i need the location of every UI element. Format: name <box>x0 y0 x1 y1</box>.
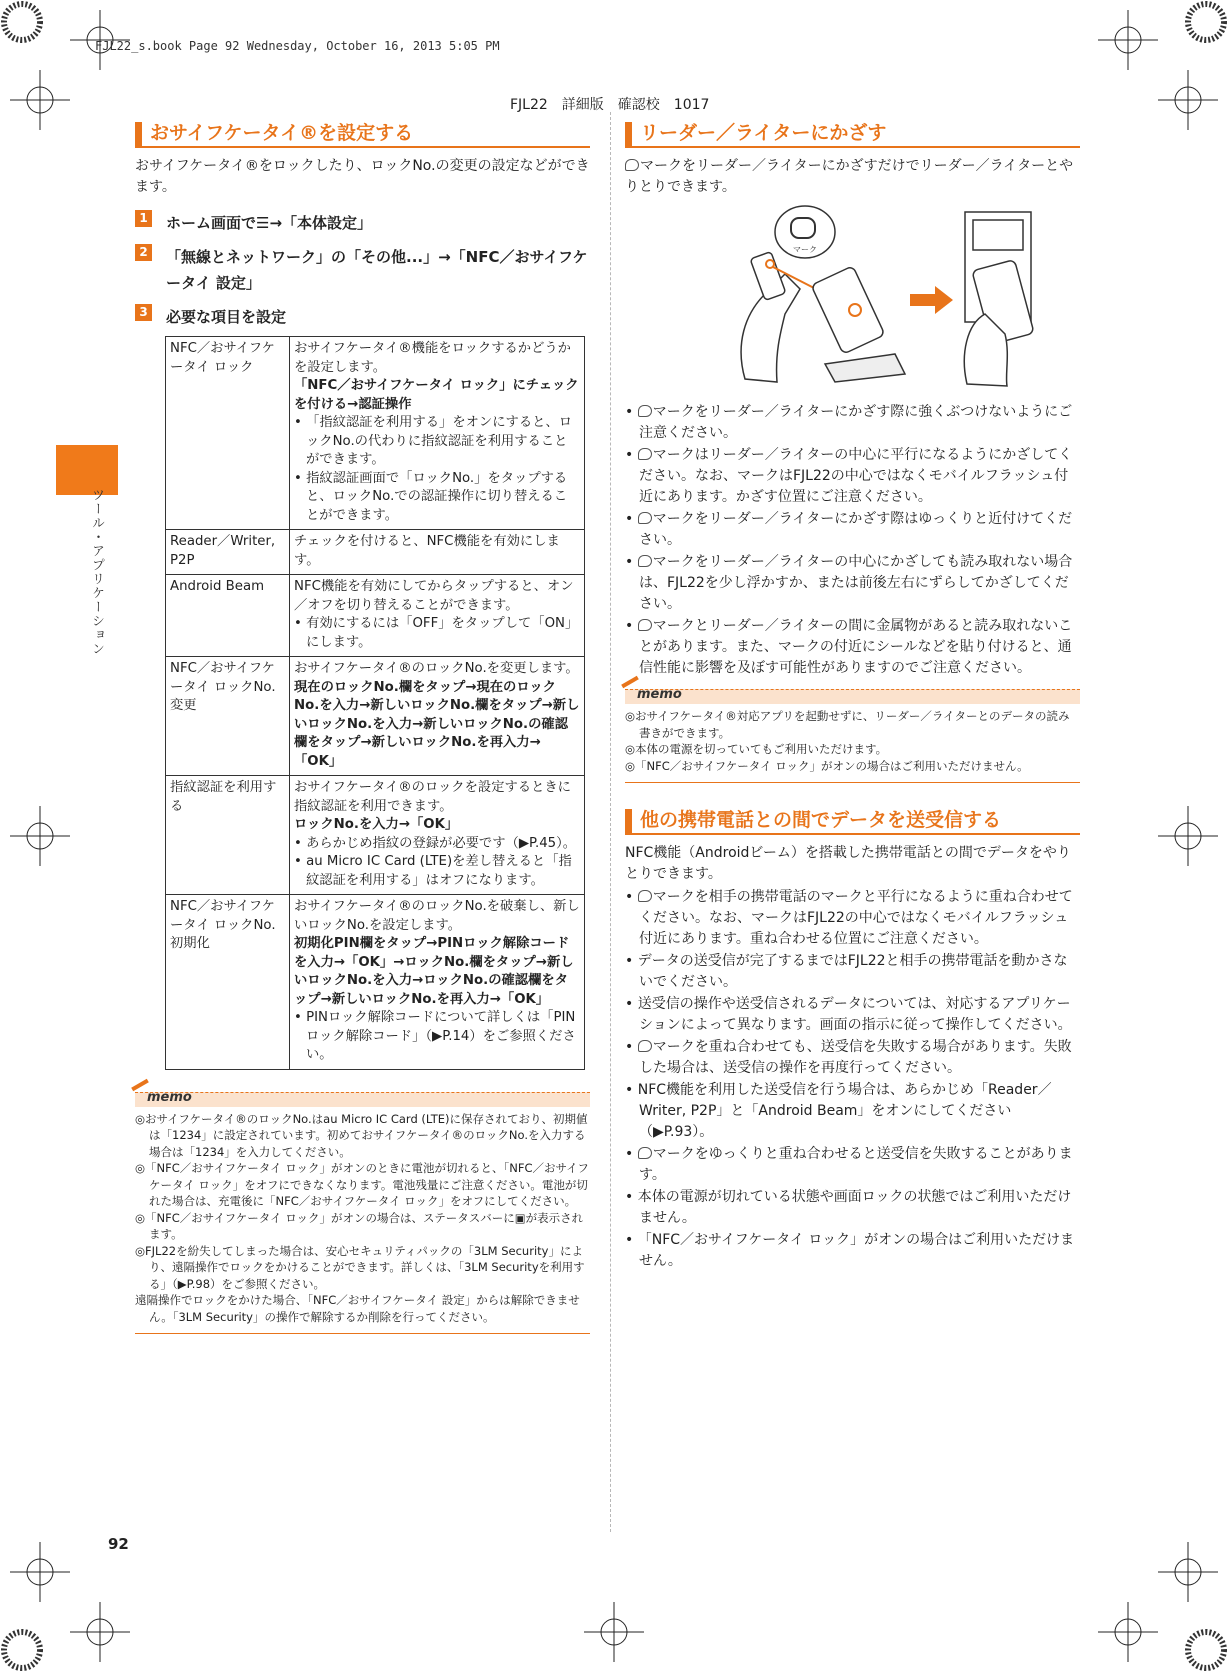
list-item-text: マークをリーダー／ライターの中心にかざしても読み取れない場合は、FJL22を少し浮かすか、または前後左右にずらしてかざしてください。 <box>639 554 1073 612</box>
section-title: おサイフケータイ®を設定する <box>135 122 590 148</box>
list-item: • 「NFC／おサイフケータイ ロック」がオンの場合はご利用いただけません。 <box>625 1232 1075 1269</box>
list-item-text: 送受信の操作や送受信されるデータについては、対応するアプリケーションによって異なります。画面の指示に従って操作してください。 <box>637 996 1072 1033</box>
table-row <box>166 575 585 657</box>
memo-item: ◎FJL22を紛失してしまった場合は、安心セキュリティパックの「3LM Security」により、遠隔操作でロックをかけることができます。詳しくは、「3LM Securityを利用する」（▶P.98）をご参照ください。 <box>135 1243 585 1291</box>
setting-note-text: あらかじめ指紋の登録が必要です（▶P.45）。 <box>306 835 577 851</box>
setting-note: • PINロック解除コードについて詳しくは「PINロック解除コード」（▶P.14）をご参照ください。 <box>294 1010 576 1062</box>
bullet-list <box>625 402 1080 679</box>
table-row <box>166 657 585 776</box>
list-item-text: NFC機能を利用した送受信を行う場合は、あらかじめ「Reader／Writer, P2P」と「Android Beam」をオンにしてください（▶P.93）。 <box>637 1082 1052 1140</box>
step-text: 必要な項目を設定 <box>166 308 287 326</box>
left-column <box>135 122 590 1334</box>
nfc-mark-icon <box>638 1147 652 1159</box>
settings-table <box>165 336 585 1070</box>
doc-header: FJL22 詳細版 確認校 1017 <box>510 97 710 113</box>
memo-label: memo <box>637 687 682 702</box>
setting-desc-text: チェックを付けると、NFC機能を有効にします。 <box>294 534 560 568</box>
setting-note: • au Micro IC Card (LTE)を差し替えると「指紋認証を利用する」はオフになります。 <box>294 854 572 888</box>
step-number: 2 <box>135 244 152 261</box>
list-item: • マークをリーダー／ライターの中心にかざしても読み取れない場合は、FJL22を少し浮かすか、または前後左右にずらしてかざしてください。 <box>625 554 1073 612</box>
list-item: • 送受信の操作や送受信されるデータについては、対応するアプリケーションによって異なります。画面の指示に従って操作してください。 <box>625 996 1072 1033</box>
list-item: • マークをリーダー／ライターにかざす際に強くぶつけないようにご注意ください。 <box>625 404 1073 441</box>
setting-description <box>290 657 585 776</box>
list-item: • マークをゆっくりと重ね合わせると送受信を失敗することがあります。 <box>625 1146 1073 1183</box>
memo-header <box>135 1089 590 1107</box>
memo-item: 遠隔操作でロックをかけた場合、「NFC／おサイフケータイ 設定」からは解除できません。「3LM Security」の操作で解除するか削除を行ってください。 <box>135 1293 580 1324</box>
list-item: • マークをリーダー／ライターにかざす際はゆっくりと近付けてください。 <box>625 511 1073 548</box>
table-row <box>166 530 585 575</box>
list-item-text: 本体の電源が切れている状態や画面ロックの状態ではご利用いただけません。 <box>637 1189 1072 1226</box>
step-item <box>135 244 590 296</box>
table-row <box>166 337 585 530</box>
list-item-text: マークはリーダー／ライターの中心に平行になるようにかざしてください。なお、マークはFJL22の中心ではなくモバイルフラッシュ付近にあります。かざす位置にご注意ください。 <box>639 447 1073 505</box>
list-item-text: マークをゆっくりと重ね合わせると送受信を失敗することがあります。 <box>639 1146 1073 1183</box>
memo-item: ◎おサイフケータイ®対応アプリを起動せずに、リーダー／ライターとのデータの読み書きができます。 <box>625 709 1070 740</box>
page-number: 92 <box>108 1535 129 1553</box>
memo-item: ◎「NFC／おサイフケータイ ロック」がオンの場合は、ステータスバーに▣が表示されます。 <box>135 1210 584 1241</box>
setting-desc-text: おサイフケータイ®のロックNo.を破棄し、新しいロックNo.を設定します。 <box>294 899 580 933</box>
nfc-mark-icon <box>638 405 652 417</box>
nfc-mark-icon <box>638 555 652 567</box>
nfc-mark-icon <box>638 448 652 460</box>
right-column <box>625 122 1080 1273</box>
list-item-text: マークとリーダー／ライターの間に金属物があると読み取れないことがあります。また、マークの付近にシールなどを貼り付けると、通信性能に影響を及ぼす可能性がありますのでご注意ください。 <box>639 618 1073 676</box>
setting-note-text: 有効にするには「OFF」をタップして「ON」にします。 <box>306 616 579 650</box>
setting-desc-text: おサイフケータイ®のロックを設定するときに指紋認証を利用できます。 <box>294 780 571 814</box>
setting-name: NFC／おサイフケータイ ロックNo.変更 <box>166 657 290 776</box>
list-item-text: マークを重ね合わせても、送受信を失敗する場合があります。失敗した場合は、送受信の操作を再度行ってください。 <box>639 1039 1072 1076</box>
setting-operation: 初期化PIN欄をタップ→PINロック解除コードを入力→「OK」→ロックNo.欄をタップ→新しいロックNo.を入力→ロックNo.の確認欄をタップ→新しいロックNo.を再入力→「OK」 <box>294 936 574 1007</box>
setting-note-text: 指紋認証画面で「ロックNo.」をタップすると、ロックNo.での認証操作に切り替えることができます。 <box>306 470 568 523</box>
list-item: • マークとリーダー／ライターの間に金属物があると読み取れないことがあります。また、マークの付近にシールなどを貼り付けると、通信性能に影響を及ぼす可能性がありますのでご注意ください。 <box>625 618 1073 676</box>
setting-desc-text: NFC機能を有効にしてからタップすると、オン／オフを切り替えることができます。 <box>294 579 574 613</box>
setting-description <box>290 895 585 1070</box>
table-row <box>166 895 585 1070</box>
mark-label: マーク <box>793 245 817 254</box>
list-item-text: データの送受信が完了するまではFJL22と相手の携帯電話を動かさないでください。 <box>637 953 1068 990</box>
setting-note: • 「指紋認証を利用する」をオンにすると、ロックNo.の代わりに指紋認証を利用することができます。 <box>294 415 573 467</box>
setting-name: NFC／おサイフケータイ ロックNo.初期化 <box>166 895 290 1070</box>
memo-item: ◎おサイフケータイ®のロックNo.はau Micro IC Card (LTE)に保存されており、初期値は「1234」に設定されています。初めておサイフケータイ®のロックNo.を入力する場合は「1234」を入力してください。 <box>135 1111 588 1159</box>
nfc-mark-icon <box>638 1040 652 1052</box>
memo-item: ◎「NFC／おサイフケータイ ロック」がオンの場合はご利用いただけません。 <box>625 758 1029 773</box>
step-text: 「無線とネットワーク」の「その他...」→「NFC／おサイフケータイ 設定」 <box>166 248 588 292</box>
step-number: 3 <box>135 304 152 321</box>
section-intro: NFC機能（Androidビーム）を搭載した携帯電話との間でデータをやりとりできます。 <box>625 845 1071 882</box>
setting-note-text: PINロック解除コードについて詳しくは「PINロック解除コード」（▶P.14）をご参照ください。 <box>306 1010 576 1062</box>
list-item: • NFC機能を利用した送受信を行う場合は、あらかじめ「Reader／Writer, P2P」と「Android Beam」をオンにしてください（▶P.93）。 <box>625 1082 1052 1140</box>
list-item: • 本体の電源が切れている状態や画面ロックの状態ではご利用いただけません。 <box>625 1189 1072 1226</box>
side-tab-label: ツール・アプリケーション <box>89 488 104 656</box>
setting-note-text: 「指紋認証を利用する」をオンにすると、ロックNo.の代わりに指紋認証を利用することができます。 <box>306 415 573 467</box>
step-item <box>135 304 590 330</box>
list-item-text: マークをリーダー／ライターにかざす際に強くぶつけないようにご注意ください。 <box>639 404 1073 441</box>
setting-description <box>290 776 585 895</box>
memo-item: ◎「NFC／おサイフケータイ ロック」がオンのときに電池が切れると、「NFC／おサイフケータイ ロック」をオフにできなくなります。電池残量にご注意ください。電池が切れた場合は、充電後に「NFC／おサイフケータイ ロック」をオフにしてください。 <box>135 1161 589 1208</box>
column-divider <box>610 112 611 1532</box>
setting-name: NFC／おサイフケータイ ロック <box>166 337 290 530</box>
setting-note: • 有効にするには「OFF」をタップして「ON」にします。 <box>294 616 579 650</box>
setting-description <box>290 575 585 657</box>
memo-box <box>625 689 1080 783</box>
section-title: 他の携帯電話との間でデータを送受信する <box>625 809 1080 835</box>
table-row <box>166 776 585 895</box>
setting-note: • 指紋認証画面で「ロックNo.」をタップすると、ロックNo.での認証操作に切り替えることができます。 <box>294 470 568 523</box>
setting-description <box>290 337 585 530</box>
memo-list <box>135 1107 590 1335</box>
section-intro: マークをリーダー／ライターにかざすだけでリーダー／ライターとやりとりできます。 <box>625 158 1074 195</box>
list-item-text: 「NFC／おサイフケータイ ロック」がオンの場合はご利用いただけません。 <box>637 1232 1075 1269</box>
print-header: FJL22_s.book Page 92 Wednesday, October 16, 2013 5:05 PM <box>95 39 500 53</box>
step-number: 1 <box>135 210 152 227</box>
list-item: • マークはリーダー／ライターの中心に平行になるようにかざしてください。なお、マークはFJL22の中心ではなくモバイルフラッシュ付近にあります。かざす位置にご注意ください。 <box>625 447 1073 505</box>
bullet-list <box>625 887 1080 1272</box>
setting-name: 指紋認証を利用する <box>166 776 290 895</box>
memo-list <box>625 704 1080 783</box>
setting-operation: ロックNo.を入力→「OK」 <box>294 817 459 832</box>
nfc-mark-icon <box>638 619 652 631</box>
memo-header <box>625 689 1080 704</box>
list-item: • データの送受信が完了するまではFJL22と相手の携帯電話を動かさないでください。 <box>625 953 1068 990</box>
setting-note: • あらかじめ指紋の登録が必要です（▶P.45）。 <box>294 835 577 851</box>
step-item <box>135 210 590 236</box>
setting-name: Reader／Writer, P2P <box>166 530 290 575</box>
list-item-text: マークをリーダー／ライターにかざす際はゆっくりと近付けてください。 <box>639 511 1073 548</box>
nfc-mark-icon <box>638 512 652 524</box>
memo-label: memo <box>147 1089 192 1105</box>
setting-operation: 現在のロックNo.欄をタップ→現在のロックNo.を入力→新しいロックNo.欄をタップ→新しいロックNo.を入力→新しいロックNo.の確認欄をタップ→新しいロックNo.を再入力→「OK」 <box>294 679 580 769</box>
section-title: リーダー／ライターにかざす <box>625 122 1080 148</box>
setting-note-text: au Micro IC Card (LTE)を差し替えると「指紋認証を利用する」はオフになります。 <box>306 854 572 888</box>
setting-description <box>290 530 585 575</box>
reader-writer-illustration <box>705 204 1065 394</box>
setting-name: Android Beam <box>166 575 290 657</box>
section-intro: おサイフケータイ®をロックしたり、ロックNo.の変更の設定などができます。 <box>135 158 590 195</box>
setting-desc-text: おサイフケータイ®機能をロックするかどうかを設定します。 <box>294 341 571 375</box>
step-list <box>135 210 590 330</box>
list-item: • マークを重ね合わせても、送受信を失敗する場合があります。失敗した場合は、送受信の操作を再度行ってください。 <box>625 1039 1072 1076</box>
list-item-text: マークを相手の携帯電話のマークと平行になるように重ね合わせてください。なお、マークはFJL22の中心ではなくモバイルフラッシュ付近にあります。重ね合わせる位置にご注意ください。 <box>639 889 1073 947</box>
memo-item: ◎本体の電源を切っていてもご利用いただけます。 <box>625 742 888 756</box>
memo-box <box>135 1089 590 1335</box>
nfc-mark-icon <box>625 159 639 171</box>
setting-operation: 「NFC／おサイフケータイ ロック」にチェックを付ける→認証操作 <box>294 378 579 412</box>
step-text: ホーム画面で☰→「本体設定」 <box>166 214 373 232</box>
list-item: • マークを相手の携帯電話のマークと平行になるように重ね合わせてください。なお、マークはFJL22の中心ではなくモバイルフラッシュ付近にあります。重ね合わせる位置にご注意ください。 <box>625 889 1073 947</box>
nfc-mark-icon <box>638 890 652 902</box>
setting-desc-text: おサイフケータイ®のロックNo.を変更します。 <box>294 661 579 676</box>
